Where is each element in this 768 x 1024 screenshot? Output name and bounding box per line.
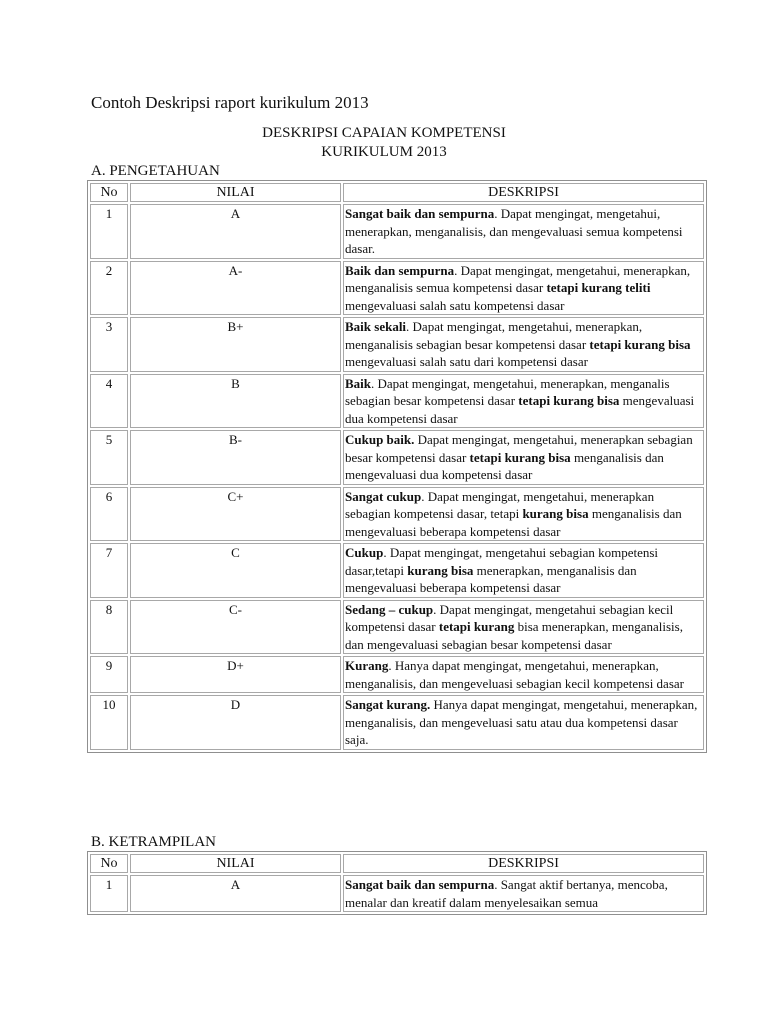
deskripsi-text: Hanya dapat mengingat, mengetahui, menerapkan, menganalisis, dan mengeveluasi satu atau dua kompetensi dasar saja. xyxy=(345,697,698,747)
row-no: 1 xyxy=(90,875,128,912)
row-no: 10 xyxy=(90,695,128,750)
row-no: 4 xyxy=(90,374,128,429)
table-row xyxy=(90,204,704,259)
table-row xyxy=(90,600,704,655)
row-no: 9 xyxy=(90,656,128,693)
deskripsi-text: . Dapat mengingat, mengetahui, menerapkan, menganalisis sebagian besar kompetensi dasar xyxy=(345,319,643,352)
deskripsi-bold-text: Baik sekali xyxy=(345,319,407,334)
row-deskripsi xyxy=(343,261,704,316)
table-row xyxy=(90,317,704,372)
table-row xyxy=(90,374,704,429)
deskripsi-text: mengevaluasi salah satu kompetensi dasar xyxy=(345,297,565,313)
deskripsi-bold-text: tetapi kurang bisa xyxy=(518,393,620,408)
row-deskripsi xyxy=(343,543,704,598)
row-no: 1 xyxy=(90,204,128,259)
deskripsi-bold-text: tetapi kurang xyxy=(438,619,515,634)
row-nilai: C- xyxy=(130,600,341,655)
deskripsi-bold-text: tetapi kurang teliti xyxy=(546,280,651,295)
section-b-title: B. KETRAMPILAN xyxy=(91,834,217,850)
row-deskripsi xyxy=(343,600,704,655)
deskripsi-bold-text: Sangat cukup xyxy=(345,488,422,504)
deskripsi-text: . Sangat aktif bertanya, mencoba, menalar dan kreatif dalam menyelesaikan semua xyxy=(345,877,668,910)
row-deskripsi xyxy=(343,430,704,485)
deskripsi-text: . Dapat mengingat, mengetahui, menerapkan, menganalisis semua kompetensi dasar xyxy=(345,262,691,295)
heading-line-2: KURIKULUM 2013 xyxy=(321,144,447,160)
deskripsi-text: . Dapat mengingat, mengetahui sebagian kompetensi dasar,tetapi xyxy=(345,545,659,578)
deskripsi-text: menerapkan, menganalisis dan mengevaluasi beberapa kompetensi dasar xyxy=(345,562,637,595)
row-no: 5 xyxy=(90,430,128,485)
row-no: 8 xyxy=(90,600,128,655)
deskripsi-bold-text: kurang bisa xyxy=(407,562,474,578)
deskripsi-text: . Dapat mengingat, mengetahui, menerapkan, menganalisis, dan mengevaluasi semua kompetensi dasar. xyxy=(345,206,683,256)
row-nilai: A xyxy=(130,875,341,912)
deskripsi-text: Dapat mengingat, mengetahui, menerapkan sebagian besar kompetensi dasar xyxy=(345,432,693,465)
deskripsi-bold-text: tetapi kurang bisa xyxy=(469,449,571,465)
deskripsi-bold-text: Sedang – cukup xyxy=(345,601,434,617)
table-row xyxy=(90,695,704,750)
deskripsi-bold-text: tetapi kurang bisa xyxy=(589,336,691,352)
header-deskripsi: DESKRIPSI xyxy=(343,854,704,873)
row-nilai: D+ xyxy=(130,656,341,693)
table-row xyxy=(90,875,704,912)
deskripsi-bold-text: Kurang xyxy=(345,658,389,673)
row-nilai: B- xyxy=(130,430,341,485)
table-row xyxy=(90,487,704,542)
row-deskripsi xyxy=(343,317,704,372)
row-deskripsi xyxy=(343,204,704,259)
pengetahuan-table-body xyxy=(90,204,704,750)
deskripsi-bold-text: Sangat baik dan sempurna xyxy=(345,206,495,221)
header-nilai: NILAI xyxy=(130,854,341,873)
table-row xyxy=(90,261,704,316)
header-nilai: NILAI xyxy=(130,183,341,202)
row-deskripsi xyxy=(343,487,704,542)
section-a-title: A. PENGETAHUAN xyxy=(91,163,220,179)
deskripsi-bold-text: Sangat kurang. xyxy=(345,697,431,712)
table-row xyxy=(90,543,704,598)
deskripsi-bold-text: Cukup xyxy=(345,545,384,560)
row-nilai: C+ xyxy=(130,487,341,542)
header-no: No xyxy=(90,854,128,873)
table-row xyxy=(90,430,704,485)
deskripsi-text: menganalisis dan mengevaluasi dua kompetensi dasar xyxy=(345,449,664,482)
row-nilai: C xyxy=(130,543,341,598)
deskripsi-bold-text: Baik dan sempurna xyxy=(345,262,455,278)
deskripsi-text: . Dapat mengingat, mengetahui, menerapkan, menganalis sebagian besar kompetensi dasar xyxy=(345,375,670,408)
row-nilai: A xyxy=(130,204,341,259)
row-no: 6 xyxy=(90,487,128,542)
row-deskripsi xyxy=(343,374,704,429)
row-deskripsi xyxy=(343,656,704,693)
row-deskripsi xyxy=(343,875,704,912)
header-deskripsi: DESKRIPSI xyxy=(343,183,704,202)
row-no: 7 xyxy=(90,543,128,598)
row-no: 3 xyxy=(90,317,128,372)
heading-line-1: DESKRIPSI CAPAIAN KOMPETENSI xyxy=(262,125,506,141)
deskripsi-text: mengevaluasi salah satu dari kompetensi dasar xyxy=(345,354,588,369)
pengetahuan-table xyxy=(87,180,707,753)
deskripsi-bold-text: kurang bisa xyxy=(522,506,589,521)
deskripsi-bold-text: Baik xyxy=(345,375,372,391)
deskripsi-text: bisa menerapkan, menganalisis, dan mengevaluasi sebagian besar kompetensi dasar xyxy=(345,619,683,652)
deskripsi-text: . Dapat mengingat, mengetahui sebagian kecil kompetensi dasar xyxy=(345,601,674,634)
ketrampilan-table-body xyxy=(90,875,704,912)
row-nilai: B+ xyxy=(130,317,341,372)
deskripsi-text: . Dapat mengingat, mengetahui, menerapkan sebagian kompetensi dasar, tetapi xyxy=(345,488,655,521)
table-header-row xyxy=(90,183,704,202)
deskripsi-text: mengevaluasi dua kompetensi dasar xyxy=(345,393,695,426)
row-nilai: D xyxy=(130,695,341,750)
ketrampilan-table xyxy=(87,851,707,915)
deskripsi-bold-text: Cukup baik. xyxy=(345,432,415,447)
deskripsi-text: . Hanya dapat mengingat, mengetahui, menerapkan, menganalisis, dan mengeveluasi sebagian kecil kompetensi dasar xyxy=(345,658,684,691)
table-row xyxy=(90,656,704,693)
row-nilai: B xyxy=(130,374,341,429)
row-deskripsi xyxy=(343,695,704,750)
document-title: Contoh Deskripsi raport kurikulum 2013 xyxy=(91,93,369,112)
header-no: No xyxy=(90,183,128,202)
deskripsi-bold-text: Sangat baik dan sempurna xyxy=(345,877,495,892)
row-no: 2 xyxy=(90,261,128,316)
row-nilai: A- xyxy=(130,261,341,316)
deskripsi-text: menganalisis dan mengevaluasi beberapa kompetensi dasar xyxy=(345,506,682,539)
table-header-row xyxy=(90,854,704,873)
